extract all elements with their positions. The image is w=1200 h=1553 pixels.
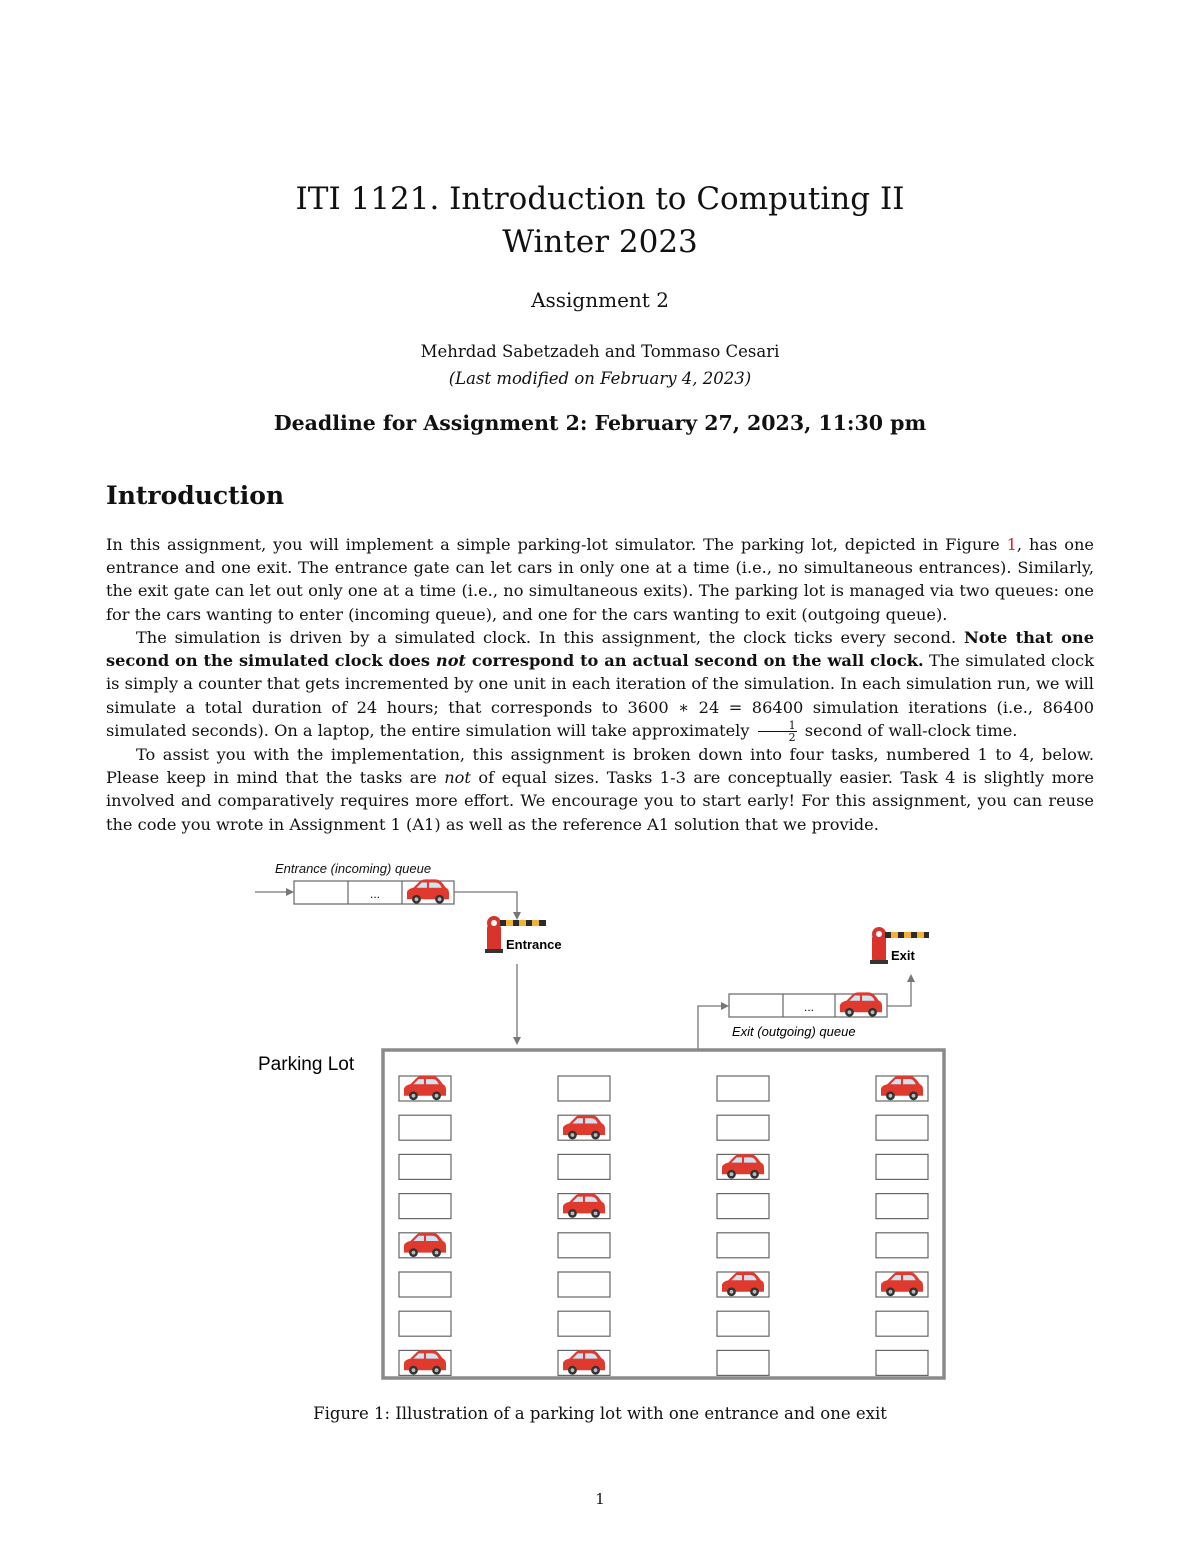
para2-text-a: The simulation is driven by a simulated clock. In this assignment, the clock ticks every second. bbox=[136, 628, 964, 647]
figure-ref-link[interactable]: 1 bbox=[1006, 535, 1017, 554]
parking-lot-figure bbox=[0, 850, 1200, 1400]
empty-spot bbox=[399, 1272, 451, 1297]
empty-spot bbox=[876, 1350, 928, 1375]
empty-spot bbox=[399, 1194, 451, 1219]
para2-text-c: second of wall-clock time. bbox=[799, 720, 1018, 740]
para3-text-b: of equal sizes. Tasks 1-3 are conceptually easier. Task 4 is slightly more involved and comparatively requires more effort. We encourage you to start early! For this assignment, you can reuse the code you wrote in Assignment 1 (A1) as well as the reference A1 solution that we provide. bbox=[106, 768, 1094, 834]
empty-spot bbox=[558, 1272, 610, 1297]
empty-spot bbox=[399, 1115, 451, 1140]
empty-spot bbox=[558, 1233, 610, 1258]
empty-spot bbox=[717, 1194, 769, 1219]
empty-spot bbox=[876, 1233, 928, 1258]
fraction-one-half: $\frac{1}{2}$ bbox=[758, 720, 797, 743]
empty-spot bbox=[876, 1154, 928, 1179]
para2-bold-a: Note that one second on the simulated clock does bbox=[106, 628, 1094, 671]
empty-spot bbox=[717, 1311, 769, 1336]
intro-paragraph-1 bbox=[106, 533, 1094, 626]
term-title: Winter 2023 bbox=[502, 224, 698, 260]
figure-caption: Figure 1: Illustration of a parking lot with one entrance and one exit bbox=[313, 1404, 887, 1423]
empty-spot bbox=[876, 1311, 928, 1336]
page-number: 1 bbox=[595, 1490, 605, 1508]
intro-paragraph-2 bbox=[106, 626, 1094, 743]
empty-spot bbox=[717, 1350, 769, 1375]
parking-lot-label: Parking Lot bbox=[258, 1054, 355, 1075]
entrance-queue-label: Entrance (incoming) queue bbox=[275, 861, 432, 876]
empty-spot bbox=[399, 1311, 451, 1336]
empty-spot bbox=[558, 1076, 610, 1101]
course-title: ITI 1121. Introduction to Computing II bbox=[295, 181, 905, 217]
para3-italic: not bbox=[444, 768, 471, 788]
empty-spot bbox=[717, 1233, 769, 1258]
para2-bold-italic: not bbox=[435, 651, 466, 671]
para2-text-b: The simulated clock is simply a counter that gets incremented by one unit in each iteration of the simulation. In each simulation run, we will simulate a total duration of 24 hours; that corresponds to 3600 ∗ 24 = 86400 simulation iterations (i.e., 86400 simulated seconds). On a laptop, the entire simulation will take approximately bbox=[106, 651, 1095, 740]
para3-text-a: To assist you with the implementation, this assignment is broken down into four tasks, numbered 1 to 4, below. Please keep in mind that the tasks are bbox=[106, 745, 1094, 788]
authors: Mehrdad Sabetzadeh and Tommaso Cesari bbox=[420, 342, 780, 361]
empty-spot bbox=[876, 1115, 928, 1140]
exit-label: Exit bbox=[891, 948, 915, 963]
deadline: Deadline for Assignment 2: February 27, 2023, 11:30 pm bbox=[273, 411, 927, 435]
assignment-title: Assignment 2 bbox=[531, 288, 669, 312]
empty-spot bbox=[717, 1076, 769, 1101]
empty-spot bbox=[399, 1154, 451, 1179]
exit-queue-ellipsis: ... bbox=[803, 1000, 815, 1014]
para1-text-a: In this assignment, you will implement a simple parking-lot simulator. The parking lot, depicted in Figure bbox=[106, 535, 1007, 554]
last-modified: (Last modified on February 4, 2023) bbox=[448, 369, 752, 388]
entrance-label: Entrance bbox=[506, 937, 562, 952]
exit-queue-label: Exit (outgoing) queue bbox=[732, 1024, 856, 1039]
intro-paragraph-3 bbox=[106, 743, 1094, 836]
para2-bold-b: correspond to an actual second on the wall clock. bbox=[465, 651, 924, 671]
parking-lot bbox=[383, 1050, 944, 1378]
section-heading: Introduction bbox=[106, 481, 285, 510]
empty-spot bbox=[876, 1194, 928, 1219]
empty-spot bbox=[717, 1115, 769, 1140]
para1-text-b: , has one entrance and one exit. The entrance gate can let cars in only one at a time (i.e., no simultaneous entrances). Similarly, the exit gate can let out only one at a time (i.e., no simultaneous exits). The parking lot is managed via two queues: one for the cars wanting to enter (incoming queue), and one for the cars wanting to exit (outgoing queue). bbox=[106, 535, 1094, 624]
entrance-queue-ellipsis: ... bbox=[369, 887, 381, 901]
empty-spot bbox=[558, 1311, 610, 1336]
empty-spot bbox=[558, 1154, 610, 1179]
